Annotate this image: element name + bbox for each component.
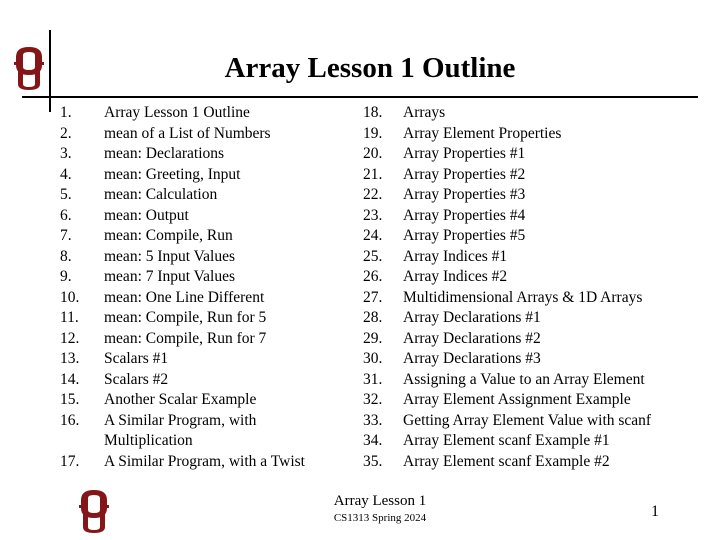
outline-item <box>363 165 683 186</box>
outline-item <box>60 308 340 329</box>
outline-item-text: mean: Compile, Run for 5 <box>104 309 267 326</box>
outline-item <box>60 452 340 473</box>
outline-item-number: 26. <box>363 268 383 285</box>
outline-item-number: 24. <box>363 227 383 244</box>
outline-item <box>60 226 340 247</box>
vertical-rule <box>49 30 51 112</box>
outline-item <box>60 349 340 370</box>
outline-item-number: 18. <box>363 104 383 121</box>
outline-item-text: Getting Array Element Value with scanf <box>403 411 652 429</box>
outline-item-number: 35. <box>363 452 383 470</box>
outline-item-text: mean: Calculation <box>104 186 218 203</box>
outline-item-text: Array Element Properties <box>403 124 562 142</box>
outline-item <box>60 247 340 268</box>
outline-item-text: mean: Compile, Run <box>104 227 233 244</box>
outline-item <box>363 308 683 329</box>
outline-item-number: 10. <box>60 288 80 306</box>
footer-course: CS1313 Spring 2024 <box>333 512 427 524</box>
outline-item-text: Array Element scanf Example #2 <box>403 452 610 470</box>
outline-item-text: mean: Output <box>104 206 189 224</box>
outline-item-text: Assigning a Value to an Array Element <box>403 370 645 388</box>
horizontal-rule <box>22 96 698 98</box>
outline-item-text: Array Element Assignment Example <box>403 391 631 408</box>
outline-item <box>363 247 683 268</box>
outline-item-number: 9. <box>60 268 72 285</box>
ou-logo-icon <box>78 487 110 533</box>
outline-item <box>363 185 683 206</box>
outline-item-number: 14. <box>60 370 80 388</box>
outline-item-text: Scalars #2 <box>104 370 169 388</box>
outline-item-text: Array Properties #1 <box>403 145 526 162</box>
outline-item-number: 3. <box>60 145 72 162</box>
outline-item <box>363 288 683 309</box>
outline-item <box>363 411 683 432</box>
outline-item-number: 21. <box>363 165 383 183</box>
outline-item-number: 19. <box>363 124 383 142</box>
outline-item-number: 33. <box>363 411 383 429</box>
outline-item <box>60 390 340 411</box>
outline-item-text: Array Indices #2 <box>403 268 508 285</box>
outline-item-text: Arrays <box>403 104 446 121</box>
footer <box>300 492 460 526</box>
footer-lesson-title: Array Lesson 1 <box>333 493 427 509</box>
outline-item-text: mean of a List of Numbers <box>104 124 271 142</box>
outline-item-text: Array Properties #5 <box>403 227 526 244</box>
outline-item <box>60 411 340 452</box>
outline-item-text: mean: Compile, Run for 7 <box>104 329 267 347</box>
outline-item <box>60 267 340 288</box>
outline-item <box>363 144 683 165</box>
outline-item <box>363 206 683 227</box>
outline-item-number: 28. <box>363 309 383 326</box>
outline-item-text: A Similar Program, with a Twist <box>104 452 305 470</box>
outline-item-number: 13. <box>60 350 80 367</box>
outline-item <box>363 124 683 145</box>
outline-item <box>363 452 683 473</box>
outline-item-text: mean: Declarations <box>104 145 225 162</box>
outline-item-text: mean: One Line Different <box>104 288 265 306</box>
outline-item <box>60 329 340 350</box>
outline-item-text: Another Scalar Example <box>104 391 257 408</box>
outline-item-number: 16. <box>60 411 80 429</box>
outline-item-text: Multidimensional Arrays & 1D Arrays <box>403 288 643 306</box>
outline-item-number: 5. <box>60 186 72 203</box>
outline-item <box>363 390 683 411</box>
outline-item <box>60 288 340 309</box>
outline-item-number: 30. <box>363 350 383 367</box>
outline-item-number: 29. <box>363 329 383 347</box>
outline-item-number: 8. <box>60 247 72 265</box>
outline-item <box>363 103 683 124</box>
outline-item <box>363 349 683 370</box>
outline-item-text: Array Properties #4 <box>403 206 526 224</box>
outline-item-number: 31. <box>363 370 383 388</box>
outline-list-left <box>60 103 340 472</box>
outline-item <box>60 370 340 391</box>
outline-item-text: Scalars #1 <box>104 350 169 367</box>
outline-item-number: 1. <box>60 104 72 121</box>
outline-list-right <box>363 103 683 472</box>
outline-item-text: Array Declarations #3 <box>403 350 541 367</box>
ou-logo-icon <box>13 44 45 90</box>
outline-item-number: 25. <box>363 247 383 265</box>
outline-item-number: 22. <box>363 186 383 203</box>
outline-item-text: Array Declarations #1 <box>403 309 541 326</box>
outline-item-text: mean: 7 Input Values <box>104 268 236 285</box>
outline-item <box>60 103 340 124</box>
outline-item-text: Array Indices #1 <box>403 247 508 265</box>
outline-item-text: Array Declarations #2 <box>403 329 541 347</box>
outline-item-text: Array Element scanf Example #1 <box>403 432 610 449</box>
outline-item <box>60 144 340 165</box>
outline-item-text: mean: Greeting, Input <box>104 165 241 183</box>
outline-item-number: 12. <box>60 329 80 347</box>
outline-item <box>60 206 340 227</box>
outline-item-text: Array Properties #3 <box>403 186 526 203</box>
outline-item <box>363 370 683 391</box>
outline-item-number: 2. <box>60 124 72 142</box>
outline-item-number: 7. <box>60 227 72 244</box>
outline-item <box>363 267 683 288</box>
outline-item-text: mean: 5 Input Values <box>104 247 236 265</box>
outline-item-number: 15. <box>60 391 80 408</box>
outline-item-number: 17. <box>60 452 80 470</box>
outline-item-number: 4. <box>60 165 72 183</box>
outline-item-number: 34. <box>363 432 383 449</box>
outline-item-number: 32. <box>363 391 383 408</box>
ou-logo-shape <box>79 490 109 533</box>
outline-item-number: 20. <box>363 145 383 162</box>
outline-item-text: A Similar Program, with Multiplication <box>104 411 257 449</box>
page-number: 1 <box>651 503 659 520</box>
outline-item <box>60 124 340 145</box>
ou-logo-shape <box>14 47 44 90</box>
outline-item <box>363 431 683 452</box>
outline-item <box>60 185 340 206</box>
slide-title: Array Lesson 1 Outline <box>224 52 516 84</box>
outline-item <box>363 226 683 247</box>
outline-item-number: 27. <box>363 288 383 306</box>
outline-item-text: Array Lesson 1 Outline <box>104 104 250 121</box>
outline-item-number: 6. <box>60 206 72 224</box>
outline-item <box>60 165 340 186</box>
outline-item <box>363 329 683 350</box>
outline-item-number: 11. <box>60 309 79 326</box>
outline-item-text: Array Properties #2 <box>403 165 526 183</box>
outline-item-number: 23. <box>363 206 383 224</box>
